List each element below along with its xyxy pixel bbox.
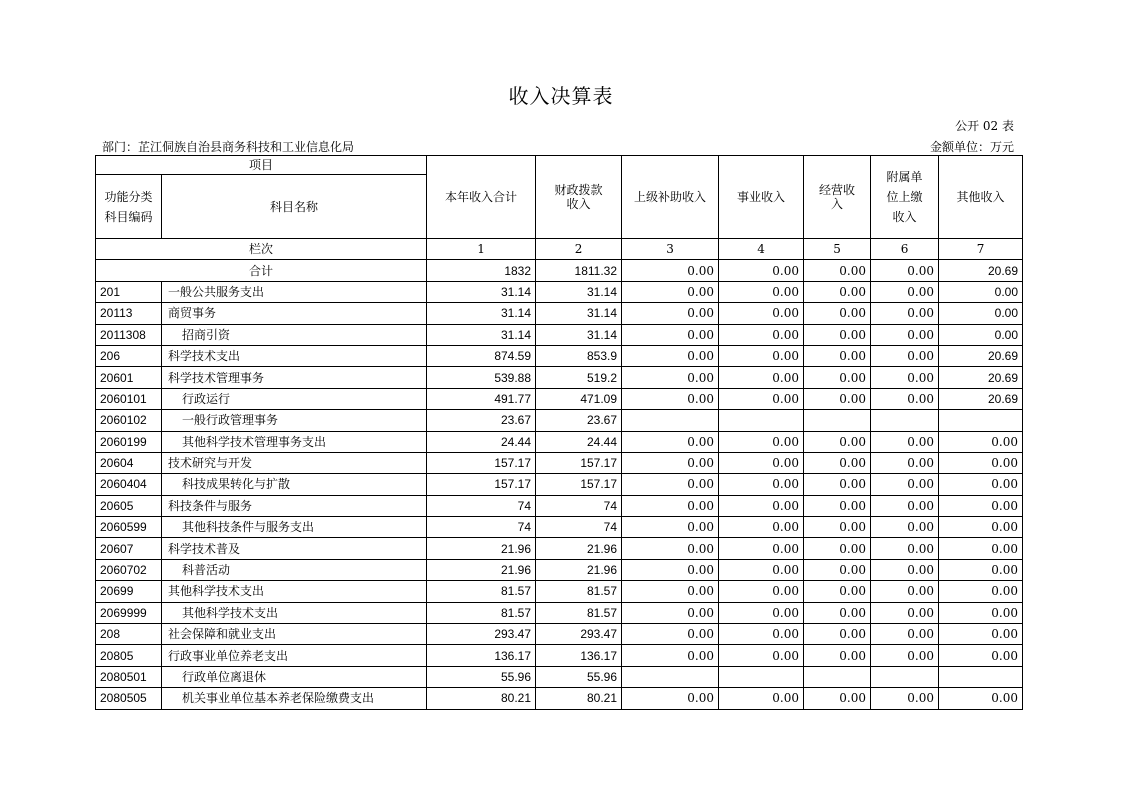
index-cell: 2 — [536, 239, 622, 260]
row-value: 0.00 — [871, 303, 939, 324]
row-value: 31.14 — [536, 324, 622, 345]
row-value: 0.00 — [871, 624, 939, 645]
row-code: 2080505 — [96, 688, 162, 709]
row-code: 20699 — [96, 581, 162, 602]
row-value: 519.2 — [536, 367, 622, 388]
row-value: 0.00 — [622, 538, 719, 559]
row-code: 20601 — [96, 367, 162, 388]
row-value: 0.00 — [719, 367, 804, 388]
row-value: 0.00 — [622, 495, 719, 516]
row-value: 0.00 — [804, 474, 871, 495]
index-cell: 1 — [427, 239, 536, 260]
row-value: 81.57 — [427, 581, 536, 602]
row-value: 136.17 — [536, 645, 622, 666]
header-code: 功能分类科目编码 — [96, 175, 162, 239]
unit-label: 金额单位：万元 — [929, 140, 1014, 154]
row-value: 21.96 — [536, 538, 622, 559]
row-value: 293.47 — [536, 624, 622, 645]
row-value: 0.00 — [719, 645, 804, 666]
row-value: 0.00 — [939, 324, 1023, 345]
row-value: 80.21 — [536, 688, 622, 709]
row-value: 0.00 — [622, 517, 719, 538]
row-value: 0.00 — [622, 388, 719, 409]
row-value: 0.00 — [622, 367, 719, 388]
table-row — [96, 559, 1023, 580]
total-value: 1832 — [427, 260, 536, 281]
row-value: 471.09 — [536, 388, 622, 409]
row-value: 0.00 — [804, 431, 871, 452]
row-name: 招商引资 — [162, 324, 427, 345]
table-row — [96, 388, 1023, 409]
row-value: 0.00 — [804, 345, 871, 366]
row-value: 0.00 — [939, 645, 1023, 666]
row-value: 81.57 — [427, 602, 536, 623]
row-value: 0.00 — [719, 624, 804, 645]
row-code: 2060702 — [96, 559, 162, 580]
row-code: 2069999 — [96, 602, 162, 623]
row-value: 55.96 — [427, 666, 536, 687]
row-value: 0.00 — [804, 602, 871, 623]
row-value: 136.17 — [427, 645, 536, 666]
row-value: 0.00 — [871, 281, 939, 302]
row-code: 2060101 — [96, 388, 162, 409]
row-value: 0.00 — [939, 581, 1023, 602]
row-value: 0.00 — [622, 345, 719, 366]
row-value: 20.69 — [939, 388, 1023, 409]
row-value: 0.00 — [871, 345, 939, 366]
row-value: 31.14 — [536, 303, 622, 324]
department-label: 部门：芷江侗族自治县商务科技和工业信息化局 — [102, 140, 355, 154]
row-value — [871, 666, 939, 687]
row-value: 0.00 — [804, 517, 871, 538]
row-value: 0.00 — [871, 581, 939, 602]
row-value — [804, 410, 871, 431]
row-value — [939, 410, 1023, 431]
header-project: 项目 — [96, 156, 427, 175]
row-value: 157.17 — [427, 474, 536, 495]
row-value: 0.00 — [804, 645, 871, 666]
row-value: 0.00 — [939, 559, 1023, 580]
table-row — [96, 452, 1023, 473]
row-value: 0.00 — [719, 452, 804, 473]
row-code: 20805 — [96, 645, 162, 666]
row-value: 21.96 — [536, 559, 622, 580]
row-value: 21.96 — [427, 559, 536, 580]
row-value: 0.00 — [719, 388, 804, 409]
row-value: 0.00 — [804, 559, 871, 580]
row-code: 20605 — [96, 495, 162, 516]
table-row — [96, 538, 1023, 559]
row-value: 0.00 — [622, 688, 719, 709]
row-value: 0.00 — [719, 559, 804, 580]
table-row — [96, 581, 1023, 602]
row-value: 0.00 — [719, 517, 804, 538]
row-code: 208 — [96, 624, 162, 645]
row-name: 行政运行 — [162, 388, 427, 409]
row-value: 0.00 — [719, 602, 804, 623]
row-code: 206 — [96, 345, 162, 366]
income-table — [95, 155, 1023, 710]
row-value: 0.00 — [939, 688, 1023, 709]
row-value: 0.00 — [719, 303, 804, 324]
row-value: 0.00 — [939, 538, 1023, 559]
form-number: 公开 02 表 — [955, 119, 1014, 133]
row-name: 其他科学技术支出 — [162, 581, 427, 602]
index-cell: 5 — [804, 239, 871, 260]
row-value: 0.00 — [871, 474, 939, 495]
table-row — [96, 303, 1023, 324]
index-row — [96, 239, 1023, 260]
row-value: 0.00 — [871, 517, 939, 538]
index-cell: 3 — [622, 239, 719, 260]
total-value: 0.00 — [804, 260, 871, 281]
row-value: 157.17 — [536, 452, 622, 473]
row-value: 74 — [427, 495, 536, 516]
row-value: 0.00 — [939, 495, 1023, 516]
row-value: 0.00 — [622, 581, 719, 602]
table-row — [96, 517, 1023, 538]
total-value: 20.69 — [939, 260, 1023, 281]
table-row — [96, 602, 1023, 623]
row-value: 0.00 — [804, 303, 871, 324]
table-row — [96, 410, 1023, 431]
total-value: 0.00 — [622, 260, 719, 281]
row-value: 0.00 — [871, 688, 939, 709]
row-value: 24.44 — [427, 431, 536, 452]
row-value: 0.00 — [804, 624, 871, 645]
row-value: 0.00 — [939, 602, 1023, 623]
row-value: 0.00 — [719, 538, 804, 559]
row-value: 0.00 — [622, 303, 719, 324]
row-value — [939, 666, 1023, 687]
row-name: 一般行政管理事务 — [162, 410, 427, 431]
row-value — [871, 410, 939, 431]
row-value: 491.77 — [427, 388, 536, 409]
row-value: 0.00 — [804, 452, 871, 473]
row-value: 0.00 — [939, 517, 1023, 538]
header-name: 科目名称 — [162, 175, 427, 239]
row-value: 0.00 — [622, 624, 719, 645]
row-value: 0.00 — [622, 452, 719, 473]
row-value: 0.00 — [939, 431, 1023, 452]
row-code: 201 — [96, 281, 162, 302]
row-value: 24.44 — [536, 431, 622, 452]
row-name: 科普活动 — [162, 559, 427, 580]
table-row — [96, 666, 1023, 687]
row-name: 技术研究与开发 — [162, 452, 427, 473]
row-code: 2060199 — [96, 431, 162, 452]
row-value — [622, 666, 719, 687]
table-row — [96, 345, 1023, 366]
row-name: 机关事业单位基本养老保险缴费支出 — [162, 688, 427, 709]
row-code: 2060599 — [96, 517, 162, 538]
table-row — [96, 645, 1023, 666]
row-value: 74 — [536, 495, 622, 516]
row-name: 其他科学技术管理事务支出 — [162, 431, 427, 452]
index-cell: 4 — [719, 239, 804, 260]
row-value: 157.17 — [536, 474, 622, 495]
row-name: 一般公共服务支出 — [162, 281, 427, 302]
total-value: 0.00 — [871, 260, 939, 281]
row-value: 0.00 — [871, 495, 939, 516]
header-col7: 其他收入 — [939, 156, 1023, 239]
row-value: 0.00 — [939, 474, 1023, 495]
row-name: 其他科技条件与服务支出 — [162, 517, 427, 538]
row-value: 157.17 — [427, 452, 536, 473]
row-value: 0.00 — [804, 688, 871, 709]
row-code: 2011308 — [96, 324, 162, 345]
row-name: 科学技术普及 — [162, 538, 427, 559]
row-value: 0.00 — [719, 281, 804, 302]
row-value: 293.47 — [427, 624, 536, 645]
row-value: 0.00 — [939, 452, 1023, 473]
row-value: 0.00 — [871, 559, 939, 580]
page-title: 收入决算表 — [508, 84, 614, 108]
total-value: 1811.32 — [536, 260, 622, 281]
table-row — [96, 474, 1023, 495]
row-name: 社会保障和就业支出 — [162, 624, 427, 645]
total-value: 0.00 — [719, 260, 804, 281]
row-value: 0.00 — [939, 303, 1023, 324]
header-col3: 上级补助收入 — [622, 156, 719, 239]
row-value: 81.57 — [536, 602, 622, 623]
table-row — [96, 495, 1023, 516]
row-value: 0.00 — [939, 624, 1023, 645]
row-value: 0.00 — [622, 645, 719, 666]
table-row — [96, 281, 1023, 302]
row-value: 0.00 — [622, 281, 719, 302]
row-value: 0.00 — [719, 431, 804, 452]
row-name: 科技成果转化与扩散 — [162, 474, 427, 495]
row-name: 商贸事务 — [162, 303, 427, 324]
row-value: 74 — [427, 517, 536, 538]
row-name: 行政事业单位养老支出 — [162, 645, 427, 666]
table-row — [96, 624, 1023, 645]
header-col6: 附属单位上缴收入 — [871, 156, 939, 239]
row-value: 0.00 — [622, 431, 719, 452]
row-value — [804, 666, 871, 687]
row-value — [622, 410, 719, 431]
row-value: 31.14 — [536, 281, 622, 302]
row-value: 0.00 — [804, 367, 871, 388]
row-value: 0.00 — [804, 388, 871, 409]
header-col1: 本年收入合计 — [427, 156, 536, 239]
row-value: 81.57 — [536, 581, 622, 602]
row-value: 0.00 — [622, 324, 719, 345]
row-code: 2060404 — [96, 474, 162, 495]
row-value: 0.00 — [871, 645, 939, 666]
row-value: 0.00 — [804, 281, 871, 302]
row-value: 0.00 — [622, 474, 719, 495]
row-value: 31.14 — [427, 303, 536, 324]
row-value: 31.14 — [427, 324, 536, 345]
table-row — [96, 688, 1023, 709]
row-value: 0.00 — [871, 388, 939, 409]
row-value — [719, 666, 804, 687]
row-value: 55.96 — [536, 666, 622, 687]
row-value: 0.00 — [871, 367, 939, 388]
row-value: 0.00 — [804, 581, 871, 602]
row-value: 0.00 — [719, 495, 804, 516]
row-value: 0.00 — [719, 345, 804, 366]
row-value: 0.00 — [871, 538, 939, 559]
row-value: 0.00 — [871, 602, 939, 623]
index-cell: 6 — [871, 239, 939, 260]
row-value: 0.00 — [871, 452, 939, 473]
row-value: 539.88 — [427, 367, 536, 388]
row-value: 80.21 — [427, 688, 536, 709]
row-code: 2080501 — [96, 666, 162, 687]
header-col2: 财政拨款收入 — [536, 156, 622, 239]
row-value: 20.69 — [939, 345, 1023, 366]
row-value: 0.00 — [804, 495, 871, 516]
row-value: 0.00 — [719, 474, 804, 495]
row-value: 874.59 — [427, 345, 536, 366]
row-value: 0.00 — [871, 431, 939, 452]
header-row — [96, 156, 1023, 175]
row-value: 0.00 — [939, 281, 1023, 302]
row-name: 科学技术管理事务 — [162, 367, 427, 388]
row-value: 853.9 — [536, 345, 622, 366]
row-value: 23.67 — [427, 410, 536, 431]
header-col5: 经营收入 — [804, 156, 871, 239]
table-row — [96, 367, 1023, 388]
row-value: 21.96 — [427, 538, 536, 559]
row-value: 0.00 — [804, 538, 871, 559]
table-row — [96, 324, 1023, 345]
row-value: 0.00 — [622, 559, 719, 580]
row-value: 0.00 — [804, 324, 871, 345]
row-code: 2060102 — [96, 410, 162, 431]
row-name: 其他科学技术支出 — [162, 602, 427, 623]
row-value: 0.00 — [719, 324, 804, 345]
header-col4: 事业收入 — [719, 156, 804, 239]
row-value: 0.00 — [719, 688, 804, 709]
row-value: 0.00 — [871, 324, 939, 345]
row-code: 20113 — [96, 303, 162, 324]
row-name: 科技条件与服务 — [162, 495, 427, 516]
row-code: 20607 — [96, 538, 162, 559]
row-value: 20.69 — [939, 367, 1023, 388]
row-name: 行政单位离退休 — [162, 666, 427, 687]
row-value: 0.00 — [719, 581, 804, 602]
row-value: 74 — [536, 517, 622, 538]
row-value: 0.00 — [622, 602, 719, 623]
total-label: 合计 — [96, 260, 427, 281]
row-code: 20604 — [96, 452, 162, 473]
row-value: 31.14 — [427, 281, 536, 302]
table-row — [96, 431, 1023, 452]
index-cell: 7 — [939, 239, 1023, 260]
row-name: 科学技术支出 — [162, 345, 427, 366]
row-value — [719, 410, 804, 431]
row-value: 23.67 — [536, 410, 622, 431]
total-row — [96, 260, 1023, 281]
lanci-label: 栏次 — [96, 239, 427, 260]
